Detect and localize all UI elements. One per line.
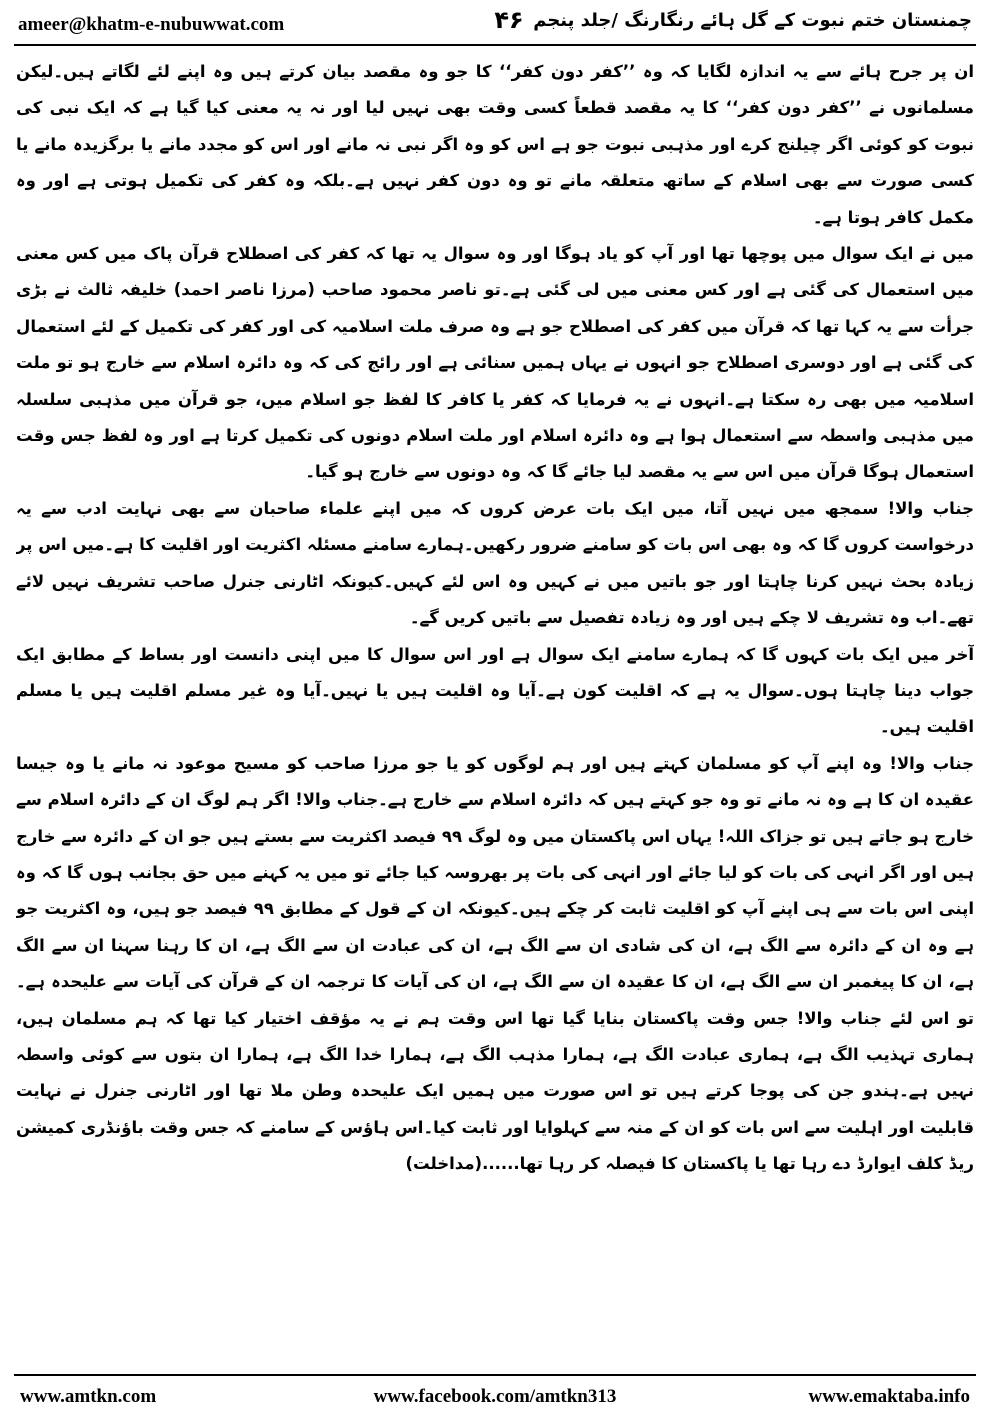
paragraph-3: جناب والا! سمجھ میں نہیں آتا، میں ایک بات عرض کروں کہ میں اپنے علماء صاحبان سے بھی نہایت ادب سے یہ درخواست کروں گا کہ وہ بھی اس بات کو سامنے ضرور رکھیں۔ہمارے سامنے مسئلہ اکثریت اور اقلیت کا ہے۔میں اس پر زیادہ بحث نہیں کرنا چاہتا اور جو باتیں میں نے کہیں وہ اس لئے کہیں۔کیونکہ اٹارنی جنرل صاحب تشریف نہیں لائے تھے۔اب وہ تشریف لا چکے ہیں اور وہ زیادہ تفصیل سے باتیں کریں گے۔ [16,498,974,628]
book-title: چمنستان ختم نبوت کے گل ہائے رنگارنگ /جلد پنجم [533,10,972,31]
footer-link-amtkn[interactable]: www.amtkn.com [20,1386,157,1407]
footer-link-facebook[interactable]: www.facebook.com/amtkn313 [373,1386,617,1407]
paragraph-5: جناب والا! وہ اپنے آپ کو مسلمان کہتے ہیں اور ہم لوگوں کو یا جو مرزا صاحب کو مسیح موعود نہ مانے یا وہ جیسا عقیدہ ان کا ہے وہ نہ مانے تو وہ جو کہتے ہیں کہ دائرہ اسلام سے خارج ہے۔جناب والا! اگر ہم لوگ ان کے دائرہ اسلام سے خارج ہو جاتے ہیں تو جزاک اللہ! یہاں اس پاکستان میں وہ لوگ ۹۹ فیصد اکثریت سے بستے ہیں جو ان کے دائرہ سے خارج ہیں اور اگر انہی کی بات کو لیا جائے اور انہی کی بات پر بھروسہ کیا جائے تو میں یہ کہنے میں حق بجانب ہوں گا کہ وہ اپنی اس بات سے ہی اپنے آپ کو اقلیت ثابت کر چکے ہیں۔کیونکہ ان کے قول کے مطابق ۹۹ فیصد جو ہیں، وہ اکثریت جو ہے وہ ان کے دائرہ سے الگ ہے، ان کی شادی ان سے الگ ہے، ان کی عبادت ان سے الگ ہے، ان کا رہنا سہنا ان سے الگ ہے، ان کا پیغمبر ان سے الگ ہے، ان کا عقیدہ ان سے الگ ہے، ان کی آیات کا ترجمہ ان کے قرآن کی آیات سے علیحدہ ہے۔تو اس لئے جناب والا! جس وقت پاکستان بنایا گیا تھا اس وقت ہم نے یہ مؤقف اختیار کیا تھا کہ ہم مسلمان ہیں، ہماری تہذیب الگ ہے، ہماری عبادت الگ ہے، ہمارا مذہب الگ ہے، ہمارا خدا الگ ہے، ہمارا ان بتوں سے کوئی واسطہ نہیں ہے۔ہندو جن کی پوجا کرتے ہیں تو اس صورت میں ہمیں ایک علیحدہ وطن ملا تھا اور اٹارنی جنرل نے نہایت قابلیت اور اہلیت سے اس بات کو ان کے منہ سے کہلوایا اور ثابت کیا۔اس ہاؤس کے سامنے کہ جس وقت باؤنڈری کمیشن ریڈ کلف ایوارڈ دے رہا تھا یا پاکستان کا فیصلہ کر رہا تھا......(مداخلت) [16,753,974,1174]
page-number: ۴۶ [494,6,524,34]
paragraph-4: آخر میں ایک بات کہوں گا کہ ہمارے سامنے ایک سوال ہے اور اس سوال کا میں اپنی دانست اور بساط کے مطابق ایک جواب دینا چاہتا ہوں۔سوال یہ ہے کہ اقلیت کون ہے۔آیا وہ اقلیت ہیں یا نہیں۔آیا وہ غیر مسلم اقلیت ہیں یا مسلم اقلیت ہیں۔ [16,644,974,737]
header-email[interactable]: ameer@khatm-e-nubuwwat.com [18,14,285,35]
footer-link-emaktaba[interactable]: www.emaktaba.info [808,1386,970,1407]
page-footer [14,1374,976,1420]
paragraph-1: ان پر جرح ہائے سے یہ اندازہ لگایا کہ وہ ’’کفر دون کفر‘‘ کا جو وہ مقصد بیان کرتے ہیں وہ اپنے لئے لگاتے ہیں۔لیکن مسلمانوں نے ’’کفر دون کفر‘‘ کا یہ مقصد قطعاً کسی وقت بھی نہیں لیا اور نہ یہ معنی کیا گیا ہے کہ ایک نبی کی نبوت کو کوئی اگر چیلنج کرے اور مذہبی نبوت جو ہے اس کو وہ اگر نبی نہ مانے اور اس کو مجدد مانے یا برگزیدہ مانے یا کسی صورت سے بھی اسلام کے ساتھ متعلقہ مانے تو وہ دون کفر نہیں ہے۔بلکہ وہ کفر کی تکمیل ہوتی ہے اور وہ مکمل کافر ہوتا ہے۔ [16,62,974,227]
paragraph-2: میں نے ایک سوال میں پوچھا تھا اور آپ کو یاد ہوگا اور وہ سوال یہ تھا کہ کفر کی اصطلاح قرآن پاک میں کس معنی میں استعمال کی گئی ہے اور کس معنی میں لی گئی ہے۔تو ناصر محمود صاحب (مرزا ناصر احمد) خلیفہ ثالث نے بڑی جرأت سے یہ کہا تھا کہ قرآن میں کفر کی اصطلاح جو ہے وہ صرف ملت اسلامیہ کی اور کفر کی تکمیل کے لئے استعمال کی گئی ہے اور دوسری اصطلاح جو انہوں نے یہاں ہمیں سنائی ہے اور رائج کی کہ وہ دائرہ اسلام سے خارج ہو تو ملت اسلامیہ میں بھی رہ سکتا ہے۔انہوں نے یہ فرمایا کہ کفر یا کافر کا لفظ جو اسلام میں، جو قرآن میں مذہبی سلسلہ میں مذہبی واسطہ سے استعمال ہوا ہے وہ دائرہ اسلام اور ملت اسلام دونوں کی تکمیل کرتا ہے اور وہ لفظ جس وقت استعمال ہوگا قرآن میں اس سے یہ مقصد لیا جائے گا کہ وہ دونوں سے خارج ہو گیا۔ [16,244,974,482]
page-body [16,54,974,1366]
page-header [14,4,976,46]
